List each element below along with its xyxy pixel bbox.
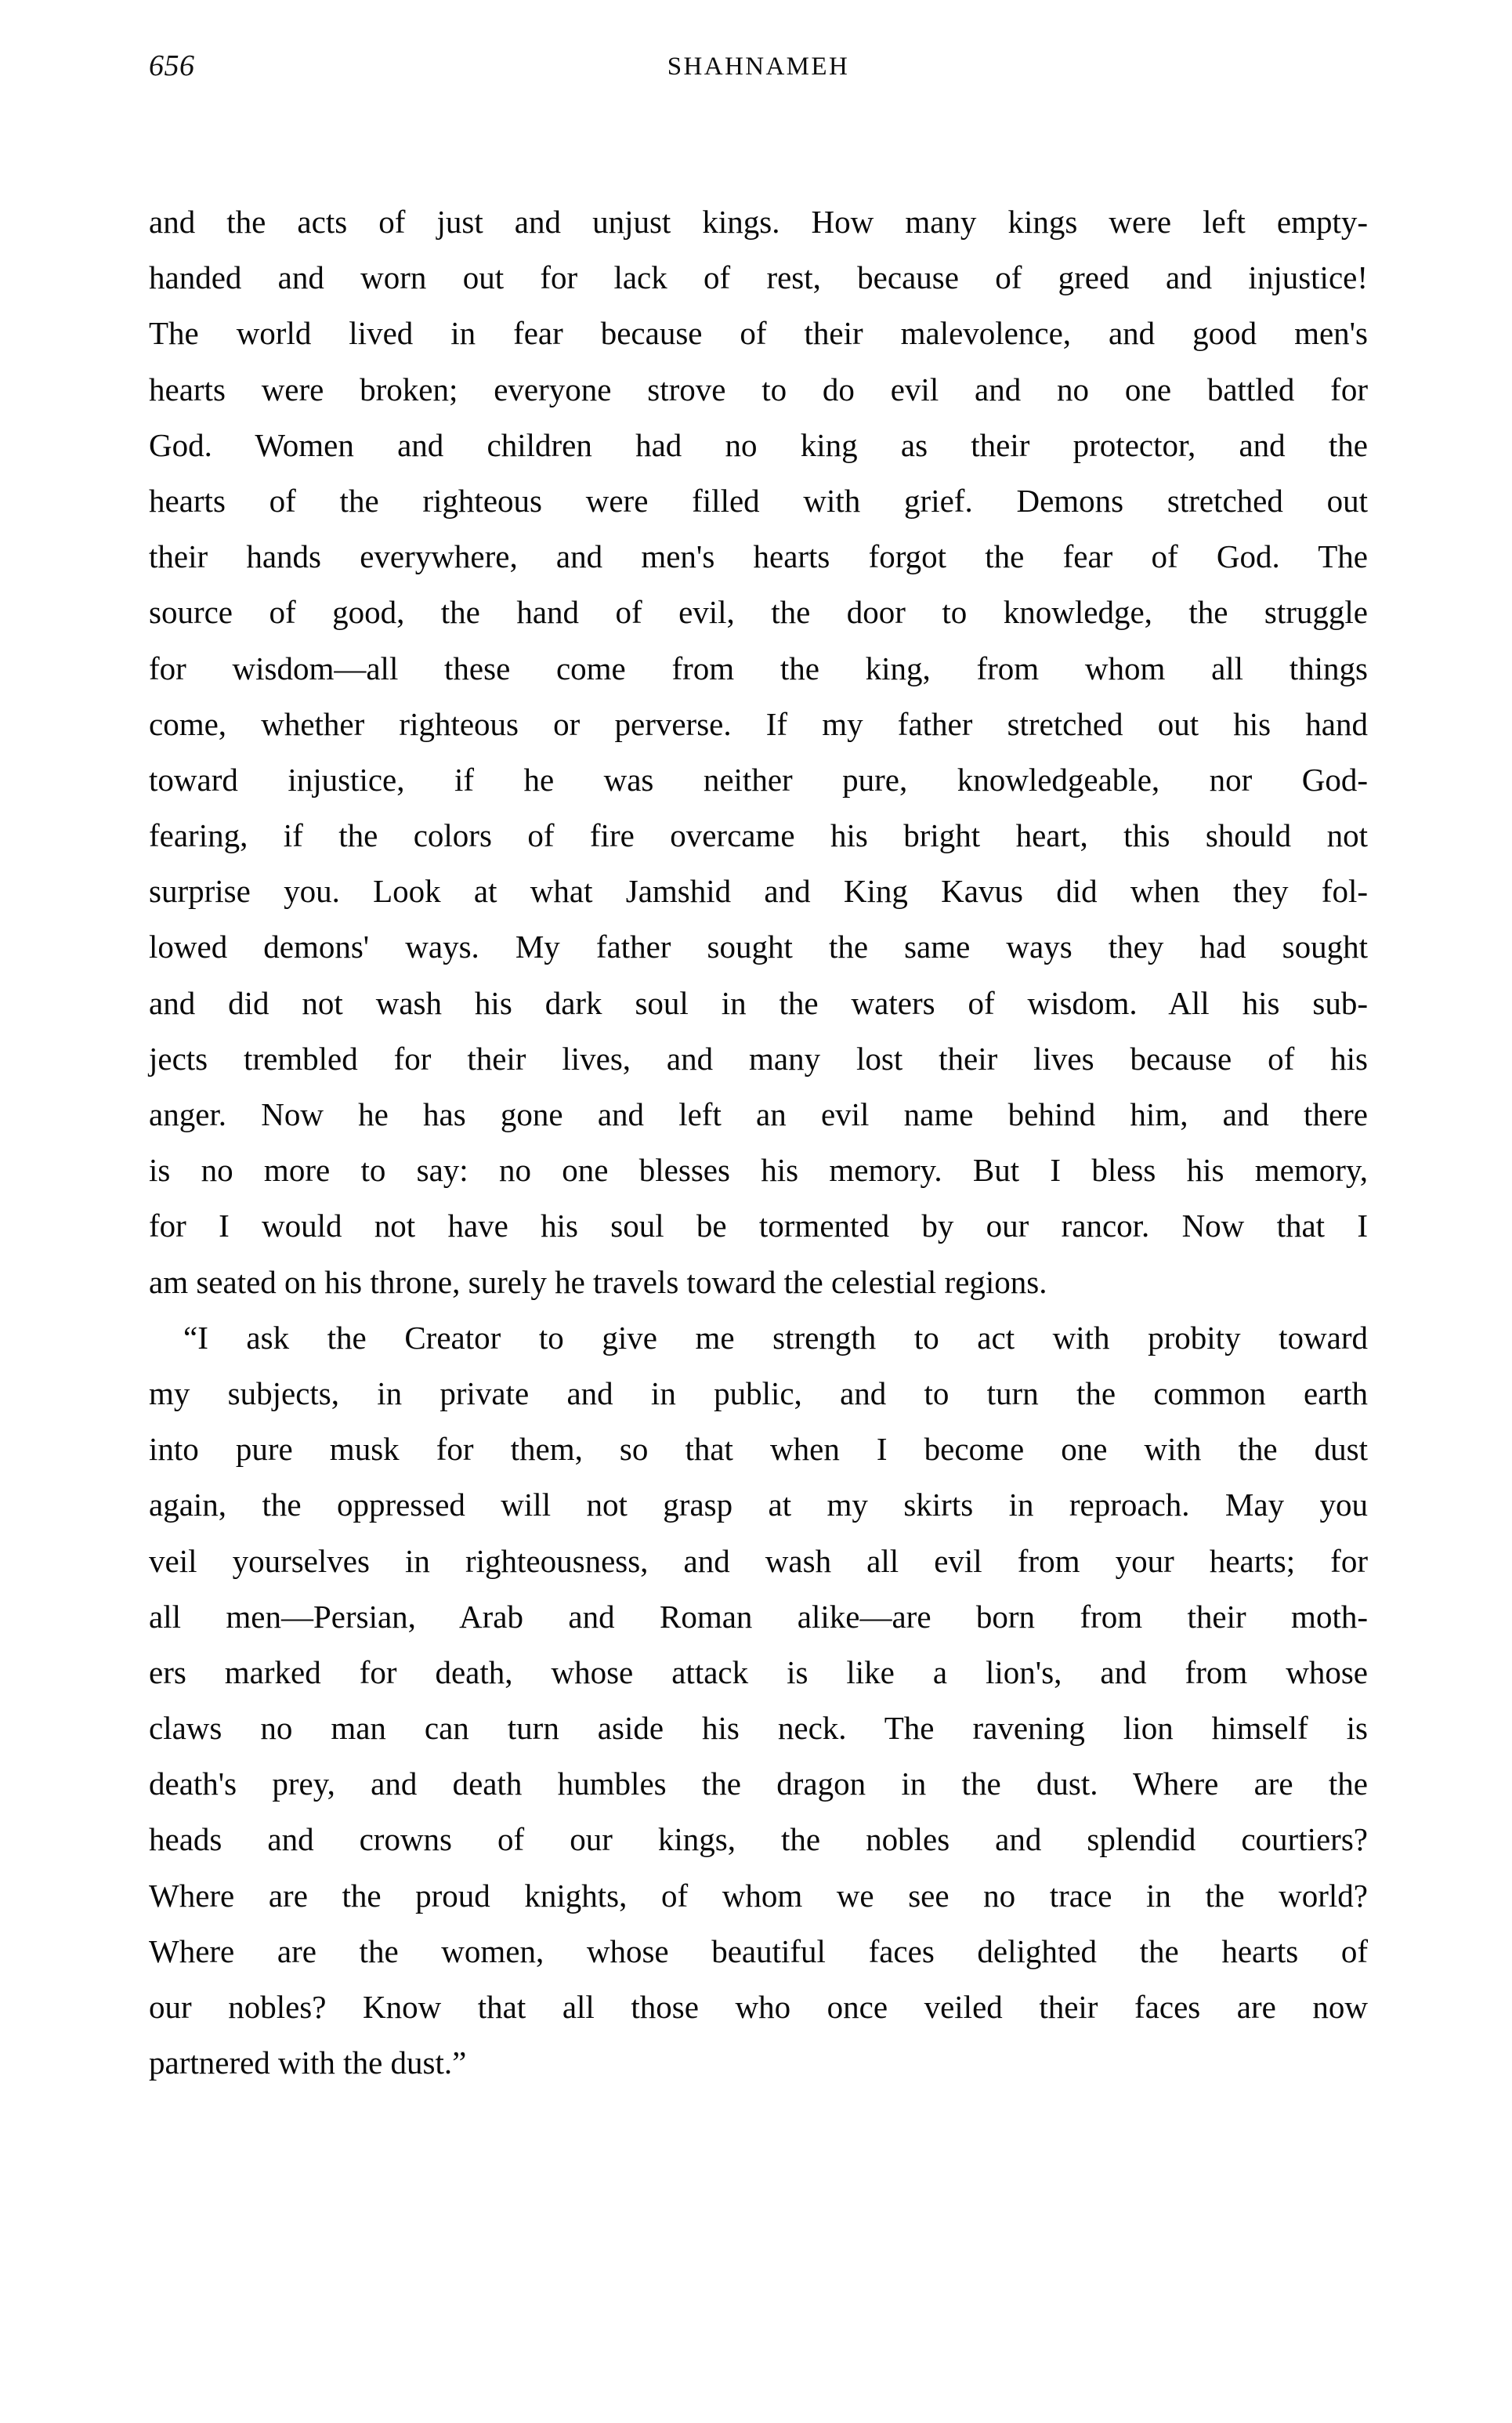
text-line: Where are the women, whose beautiful faces delighted the hearts of: [149, 1932, 1368, 1969]
text-line: Where are the proud knights, of whom we see no trace in the world?: [149, 1877, 1368, 1914]
text-line: my subjects, in private and in public, and to turn the common earth: [149, 1374, 1368, 1411]
text-line: again, the oppressed will not grasp at my skirts in reproach. May you: [149, 1487, 1368, 1523]
text-line: “I ask the Creator to give me strength to act with probity toward: [183, 1319, 1368, 1356]
text-line: their hands everywhere, and men's hearts forgot the fear of God. The: [149, 538, 1368, 575]
text-line: and the acts of just and unjust kings. How many kings were left empty-: [149, 204, 1368, 240]
text-line: claws no man can turn aside his neck. The ravening lion himself is: [149, 1710, 1368, 1747]
text-line: God. Women and children had no king as their protector, and the: [149, 426, 1368, 463]
text-line: for I would not have his soul be tormented by our rancor. Now that I: [149, 1208, 1368, 1244]
text-line: anger. Now he has gone and left an evil name behind him, and there: [149, 1096, 1368, 1132]
text-line: come, whether righteous or perverse. If my father stretched out his hand: [149, 705, 1368, 742]
text-line: all men—Persian, Arab and Roman alike—are born from their moth-: [149, 1598, 1368, 1635]
text-line: and did not wash his dark soul in the waters of wisdom. All his sub-: [149, 984, 1368, 1021]
text-line: partnered with the dust.”: [149, 2045, 467, 2081]
text-line: hearts of the righteous were filled with grief. Demons stretched out: [149, 482, 1368, 519]
text-line: handed and worn out for lack of rest, because of greed and injustice!: [149, 259, 1368, 296]
text-line: hearts were broken; everyone strove to do evil and no one battled for: [149, 371, 1368, 407]
text-line: veil yourselves in righteousness, and wash all evil from your hearts; for: [149, 1542, 1368, 1579]
text-line: heads and crowns of our kings, the nobles and splendid courtiers?: [149, 1821, 1368, 1858]
text-line: lowed demons' ways. My father sought the same ways they had sought: [149, 929, 1368, 965]
text-line: is no more to say: no one blesses his memory. But I bless his memory,: [149, 1152, 1368, 1189]
paragraph-speech: [149, 1310, 1368, 2092]
text-line: surprise you. Look at what Jamshid and King Kavus did when they fol-: [149, 873, 1368, 910]
page-number: 656: [149, 49, 195, 82]
paragraph-continuation: [149, 194, 1368, 1310]
text-line: jects trembled for their lives, and many lost their lives because of his: [149, 1040, 1368, 1077]
running-head: [149, 49, 1368, 96]
text-line: fearing, if the colors of fire overcame his bright heart, this should not: [149, 817, 1368, 854]
text-line: source of good, the hand of evil, the door to knowledge, the struggle: [149, 594, 1368, 631]
text-line: ers marked for death, whose attack is like a lion's, and from whose: [149, 1653, 1368, 1690]
text-line: am seated on his throne, surely he travels toward the celestial regions.: [149, 1263, 1047, 1300]
text-line: death's prey, and death humbles the dragon in the dust. Where are the: [149, 1766, 1368, 1802]
text-line: our nobles? Know that all those who once veiled their faces are now: [149, 1989, 1368, 2025]
text-line: The world lived in fear because of their malevolence, and good men's: [149, 315, 1368, 352]
body-text-block: [149, 194, 1368, 2091]
text-line: for wisdom—all these come from the king, from whom all things: [149, 650, 1368, 686]
text-line: into pure musk for them, so that when I become one with the dust: [149, 1431, 1368, 1468]
book-title-running-head: SHAHNAMEH: [667, 53, 850, 81]
text-line: toward injustice, if he was neither pure, knowledgeable, nor God-: [149, 761, 1368, 798]
